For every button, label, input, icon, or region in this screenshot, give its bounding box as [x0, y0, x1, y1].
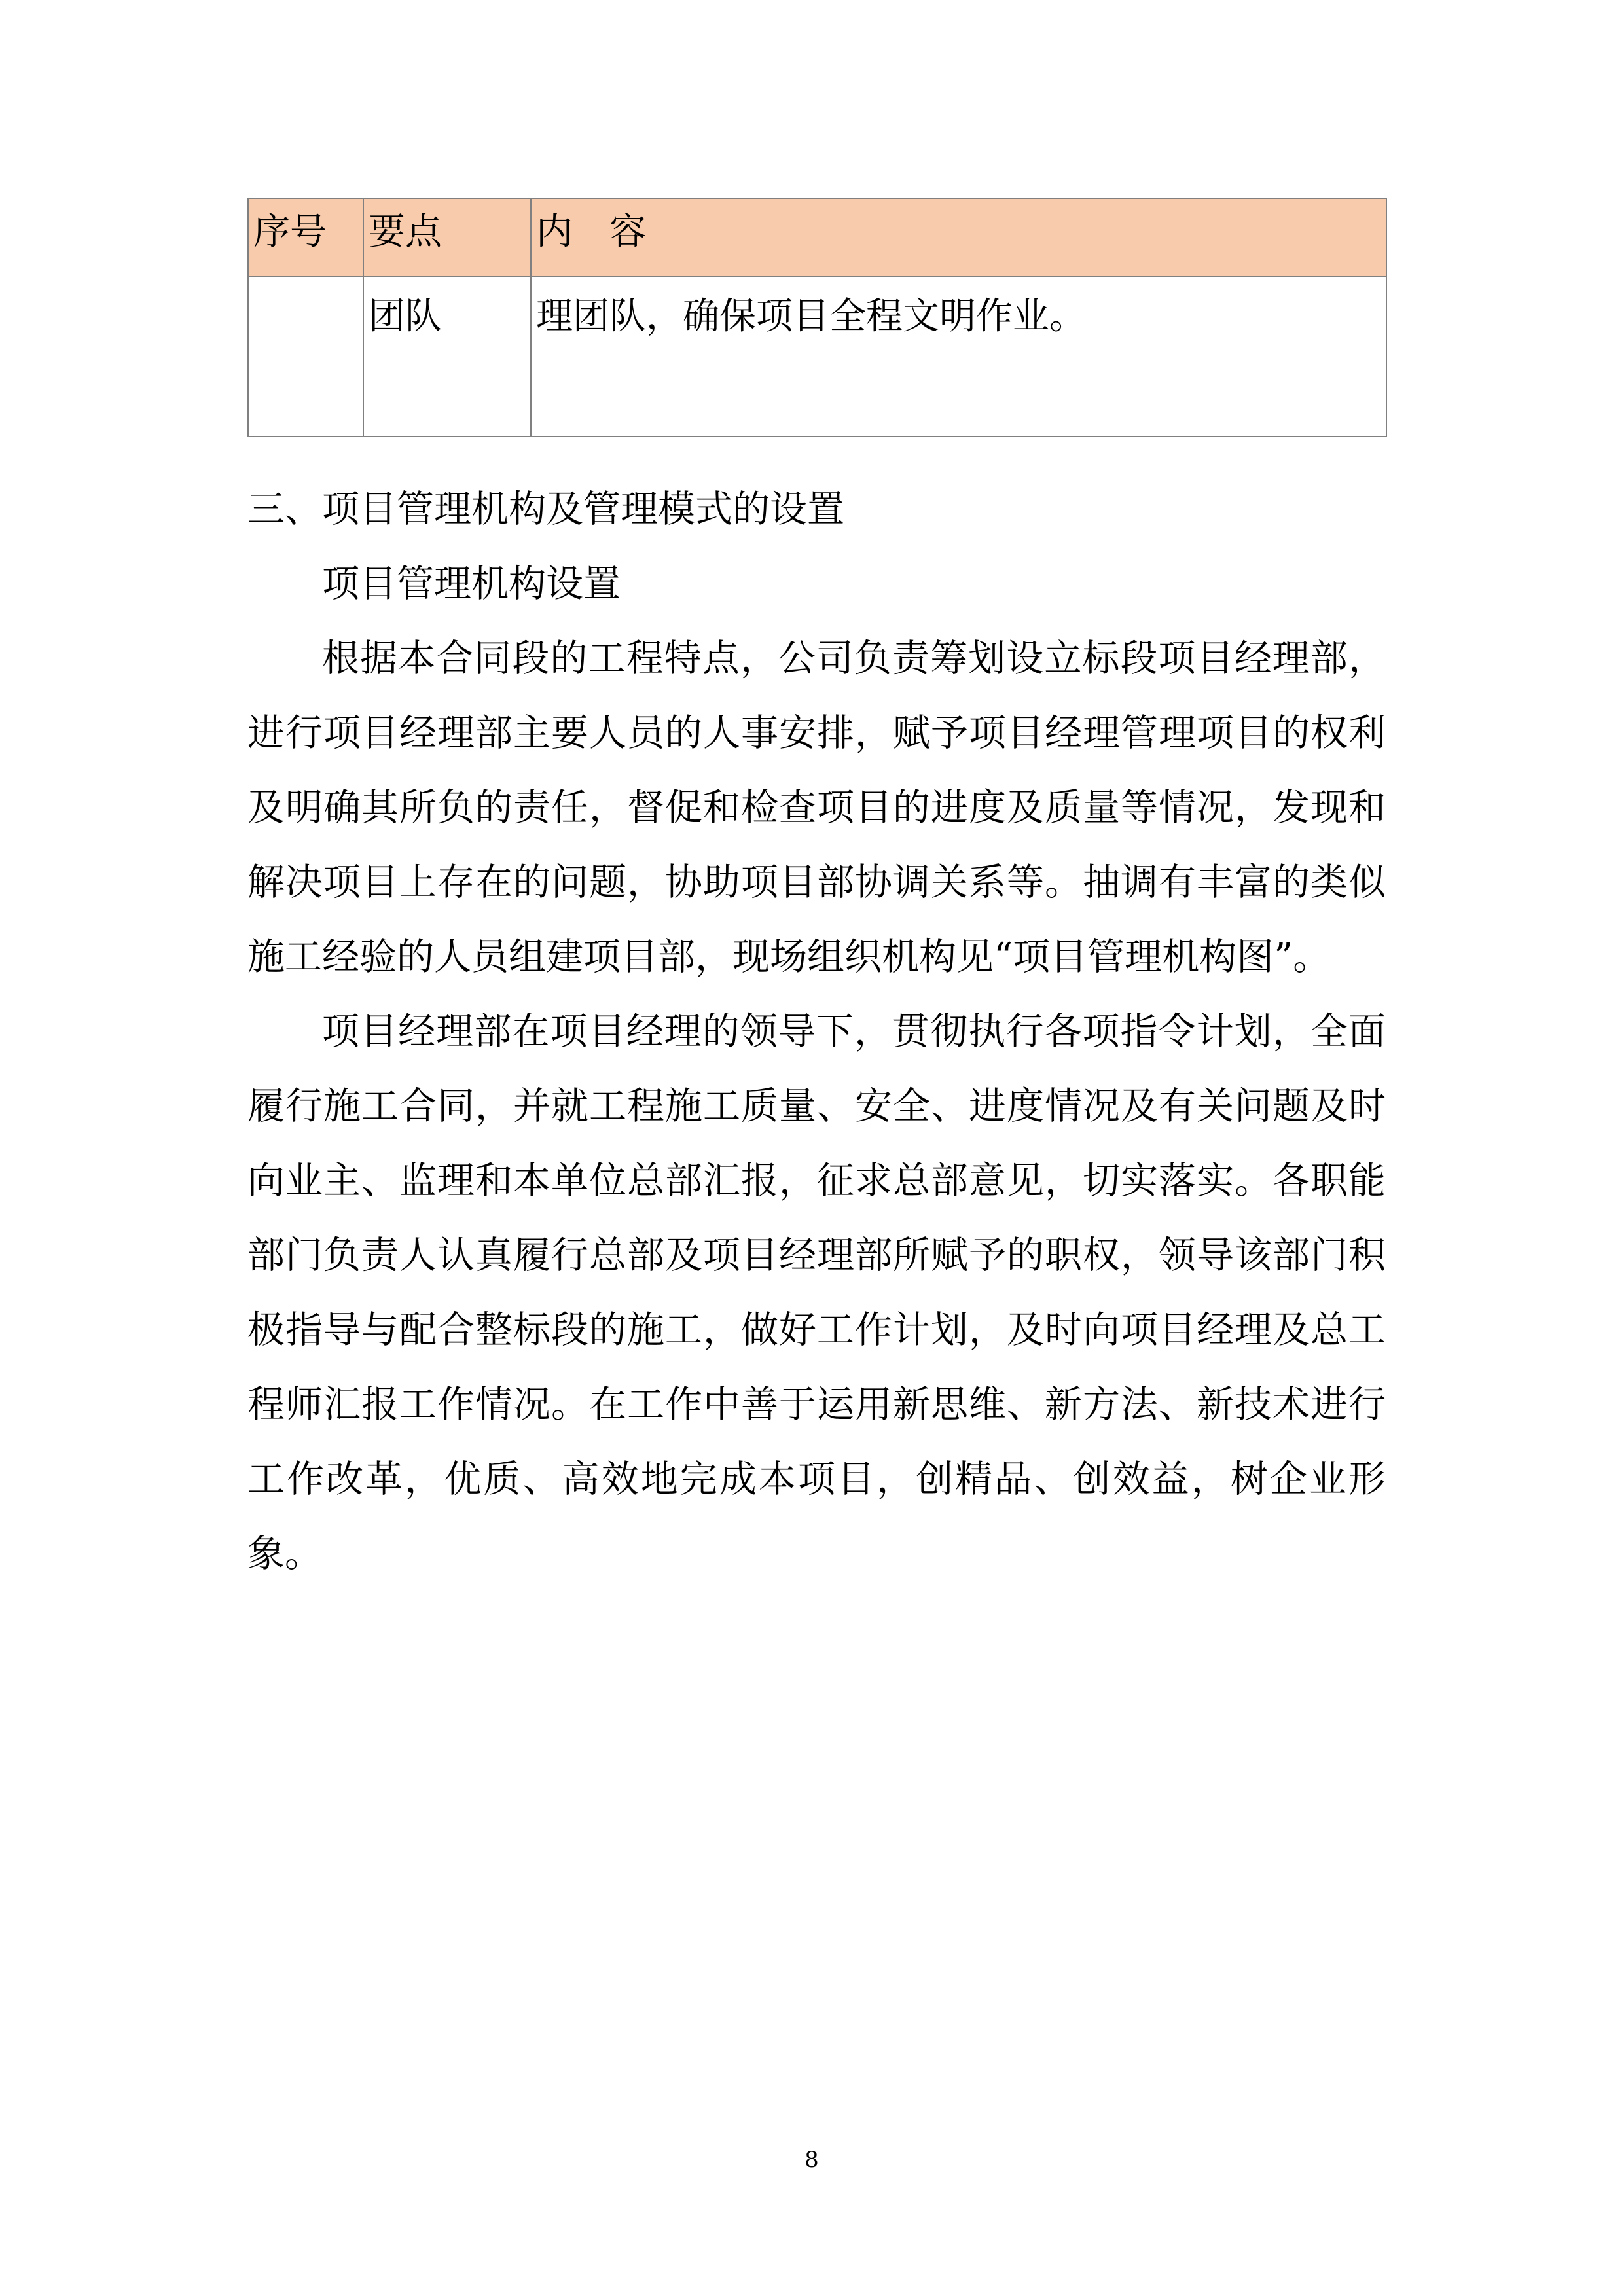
sub-heading: 项目管理机构设置 — [322, 562, 621, 605]
table-header-label: 要点 — [369, 210, 442, 253]
paragraph: 项目经理部在项目经理的领导下，贯彻执行各项指令计划，全面履行施工合同，并就工程施工质量、安全、进度情况及有关问题及时向业主、监理和本单位总部汇报，征求总部意见，切实落实。各职能部门负责人认真履行总部及项目经理部所赋予的职权，领导该部门积极指导与配合整标段的施工，做好工作计划，及时向项目经理及总工程师汇报工作情况。在工作中善于运用新思维、新方法、新技术进行工作改革，优质、高效地完成本项目，创精品、创效益，树企业形象。 — [247, 1010, 1386, 1575]
table-row — [248, 276, 1386, 437]
table-cell-index — [248, 276, 363, 437]
table-header-cell-content — [531, 198, 1386, 276]
table-header-label: 序号 — [253, 210, 327, 253]
table-header-cell-index — [248, 198, 363, 276]
body-text — [247, 472, 1386, 1591]
table-header-cell-keypoint — [363, 198, 531, 276]
table-cell-content: 理团队，确保项目全程文明作业。 — [531, 276, 1386, 437]
content-table — [247, 198, 1387, 437]
table-header-label: 内 容 — [536, 210, 646, 253]
table-cell-keypoint: 团队 — [363, 276, 531, 437]
section-heading: 三、项目管理机构及管理模式的设置 — [247, 488, 844, 531]
paragraph: 根据本合同段的工程特点，公司负责筹划设立标段项目经理部，进行项目经理部主要人员的人事安排，赋予项目经理管理项目的权利及明确其所负的责任，督促和检查项目的进度及质量等情况，发现和解决项目上存在的问题，协助项目部协调关系等。抽调有丰富的类似施工经验的人员组建项目部，现场组织机构见“项目管理机构图”。 — [247, 637, 1386, 978]
table-header-row — [248, 198, 1386, 276]
page-number: 8 — [804, 2147, 819, 2173]
